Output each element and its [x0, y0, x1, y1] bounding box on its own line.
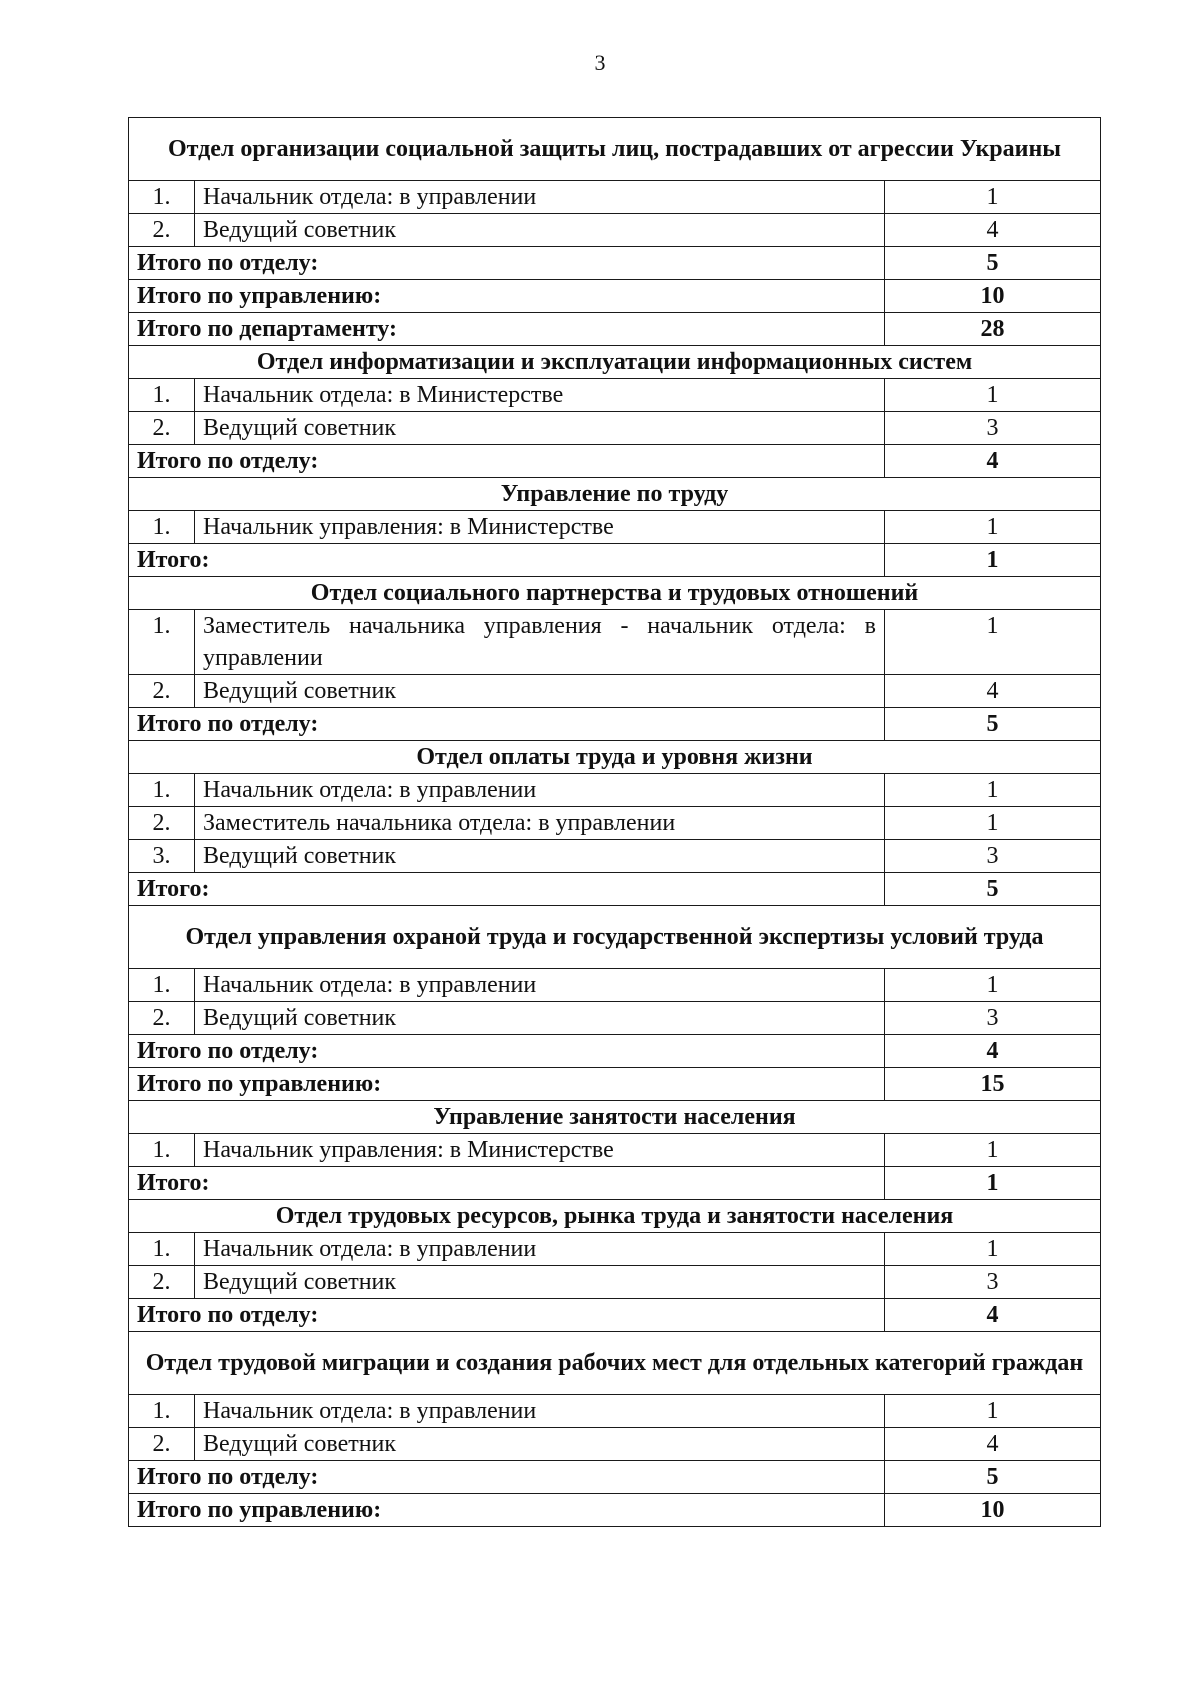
position-count: 4 — [885, 214, 1101, 247]
position-row — [129, 840, 1101, 873]
section-header-row — [129, 1200, 1101, 1233]
total-row — [129, 313, 1101, 346]
total-count: 1 — [885, 544, 1101, 577]
section-header-row — [129, 577, 1101, 610]
total-count: 15 — [885, 1068, 1101, 1101]
total-row — [129, 445, 1101, 478]
total-count: 10 — [885, 280, 1101, 313]
position-title: Заместитель начальника отдела: в управлении — [195, 807, 885, 840]
total-label: Итого по отделу: — [129, 1461, 885, 1494]
position-title: Начальник управления: в Министерстве — [195, 511, 885, 544]
total-row — [129, 1299, 1101, 1332]
position-title: Ведущий советник — [195, 412, 885, 445]
total-count: 4 — [885, 1035, 1101, 1068]
total-row — [129, 708, 1101, 741]
position-row — [129, 1395, 1101, 1428]
page-number: 3 — [594, 50, 606, 75]
position-row — [129, 774, 1101, 807]
position-title: Начальник отдела: в управлении — [195, 181, 885, 214]
row-number: 1. — [129, 1134, 195, 1167]
total-row — [129, 873, 1101, 906]
row-number: 1. — [129, 969, 195, 1002]
total-label: Итого по отделу: — [129, 708, 885, 741]
position-row — [129, 181, 1101, 214]
position-row — [129, 1428, 1101, 1461]
section-title: Управление занятости населения — [129, 1101, 1101, 1134]
position-count: 3 — [885, 1266, 1101, 1299]
position-row — [129, 214, 1101, 247]
total-label: Итого по управлению: — [129, 1494, 885, 1527]
position-title: Начальник отдела: в управлении — [195, 1395, 885, 1428]
section-header-row — [129, 118, 1101, 181]
section-title: Отдел оплаты труда и уровня жизни — [129, 741, 1101, 774]
total-row — [129, 1035, 1101, 1068]
total-row — [129, 1461, 1101, 1494]
total-count: 5 — [885, 1461, 1101, 1494]
total-count: 5 — [885, 708, 1101, 741]
position-count: 1 — [885, 181, 1101, 214]
section-title: Отдел трудовой миграции и создания рабочих мест для отдельных категорий граждан — [129, 1332, 1101, 1395]
position-title: Заместитель начальника управления - начальник отдела: в управлении — [195, 610, 885, 675]
row-number: 1. — [129, 1233, 195, 1266]
row-number: 2. — [129, 214, 195, 247]
position-title: Начальник управления: в Министерстве — [195, 1134, 885, 1167]
staffing-table-body — [129, 118, 1101, 1527]
total-count: 4 — [885, 445, 1101, 478]
row-number: 2. — [129, 675, 195, 708]
total-row — [129, 1494, 1101, 1527]
position-count: 3 — [885, 412, 1101, 445]
total-count: 5 — [885, 873, 1101, 906]
position-row — [129, 379, 1101, 412]
position-row — [129, 1134, 1101, 1167]
position-title: Ведущий советник — [195, 1002, 885, 1035]
position-count: 1 — [885, 1134, 1101, 1167]
total-row — [129, 1167, 1101, 1200]
position-row — [129, 1002, 1101, 1035]
position-count: 3 — [885, 840, 1101, 873]
row-number: 1. — [129, 610, 195, 675]
section-header-row — [129, 1101, 1101, 1134]
total-label: Итого по отделу: — [129, 1035, 885, 1068]
section-title: Отдел трудовых ресурсов, рынка труда и занятости населения — [129, 1200, 1101, 1233]
position-title: Ведущий советник — [195, 1428, 885, 1461]
position-count: 1 — [885, 1233, 1101, 1266]
total-label: Итого: — [129, 1167, 885, 1200]
row-number: 2. — [129, 1002, 195, 1035]
total-label: Итого по управлению: — [129, 1068, 885, 1101]
total-count: 28 — [885, 313, 1101, 346]
section-title: Управление по труду — [129, 478, 1101, 511]
section-header-row — [129, 1332, 1101, 1395]
position-title: Ведущий советник — [195, 840, 885, 873]
total-label: Итого по департаменту: — [129, 313, 885, 346]
position-row — [129, 1266, 1101, 1299]
position-title: Ведущий советник — [195, 675, 885, 708]
section-title: Отдел информатизации и эксплуатации информационных систем — [129, 346, 1101, 379]
row-number: 2. — [129, 807, 195, 840]
position-count: 1 — [885, 969, 1101, 1002]
position-count: 1 — [885, 379, 1101, 412]
row-number: 2. — [129, 1428, 195, 1461]
position-title: Ведущий советник — [195, 214, 885, 247]
position-row — [129, 1233, 1101, 1266]
total-label: Итого по управлению: — [129, 280, 885, 313]
section-title: Отдел управления охраной труда и государственной экспертизы условий труда — [129, 906, 1101, 969]
row-number: 1. — [129, 1395, 195, 1428]
section-header-row — [129, 906, 1101, 969]
position-title: Начальник отдела: в управлении — [195, 774, 885, 807]
position-title: Ведущий советник — [195, 1266, 885, 1299]
total-row — [129, 544, 1101, 577]
position-count: 1 — [885, 774, 1101, 807]
position-title: Начальник отдела: в управлении — [195, 969, 885, 1002]
total-count: 1 — [885, 1167, 1101, 1200]
section-header-row — [129, 741, 1101, 774]
total-row — [129, 280, 1101, 313]
total-label: Итого: — [129, 544, 885, 577]
position-title: Начальник отдела: в Министерстве — [195, 379, 885, 412]
position-count: 1 — [885, 610, 1101, 675]
position-count: 4 — [885, 1428, 1101, 1461]
total-label: Итого по отделу: — [129, 445, 885, 478]
row-number: 1. — [129, 181, 195, 214]
position-title: Начальник отдела: в управлении — [195, 1233, 885, 1266]
position-count: 1 — [885, 511, 1101, 544]
position-row — [129, 675, 1101, 708]
row-number: 1. — [129, 379, 195, 412]
row-number: 2. — [129, 1266, 195, 1299]
position-count: 4 — [885, 675, 1101, 708]
row-number: 2. — [129, 412, 195, 445]
total-label: Итого: — [129, 873, 885, 906]
row-number: 1. — [129, 511, 195, 544]
position-count: 1 — [885, 807, 1101, 840]
row-number: 3. — [129, 840, 195, 873]
total-count: 4 — [885, 1299, 1101, 1332]
position-row — [129, 610, 1101, 675]
total-row — [129, 1068, 1101, 1101]
total-count: 10 — [885, 1494, 1101, 1527]
position-row — [129, 969, 1101, 1002]
section-header-row — [129, 478, 1101, 511]
position-count: 3 — [885, 1002, 1101, 1035]
position-row — [129, 511, 1101, 544]
position-row — [129, 807, 1101, 840]
position-row — [129, 412, 1101, 445]
section-title: Отдел социального партнерства и трудовых отношений — [129, 577, 1101, 610]
section-title: Отдел организации социальной защиты лиц, пострадавших от агрессии Украины — [129, 118, 1101, 181]
position-count: 1 — [885, 1395, 1101, 1428]
total-label: Итого по отделу: — [129, 247, 885, 280]
row-number: 1. — [129, 774, 195, 807]
total-label: Итого по отделу: — [129, 1299, 885, 1332]
total-count: 5 — [885, 247, 1101, 280]
staffing-table — [128, 117, 1101, 1527]
total-row — [129, 247, 1101, 280]
section-header-row — [129, 346, 1101, 379]
